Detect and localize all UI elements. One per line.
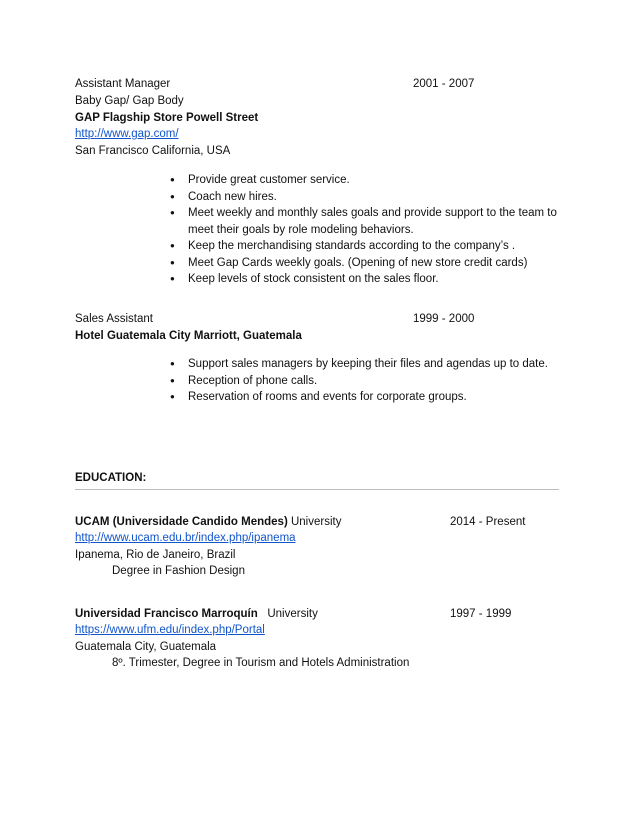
list-item: ● Coach new hires. <box>150 189 560 206</box>
list-item: ● Reservation of rooms and events for corporate groups. <box>150 389 560 406</box>
school1-url-link[interactable]: http://www.ucam.edu.br/index.php/ipanema <box>75 532 296 544</box>
job2-bullet-list <box>150 356 560 406</box>
bullet-icon: ● <box>170 359 175 368</box>
job2-dates: 1999 - 2000 <box>413 313 475 325</box>
job1-store: GAP Flagship Store Powell Street <box>75 112 259 124</box>
school2-location: Guatemala City, Guatemala <box>75 641 217 653</box>
list-item: ● Support sales managers by keeping their files and agendas up to date. <box>150 356 560 373</box>
school2-url-link[interactable]: https://www.ufm.edu/index.php/Portal <box>75 624 265 636</box>
school2-degree: 8º. Trimester, Degree in Tourism and Hotels Administration <box>112 657 410 669</box>
job1-bullet-list <box>150 172 560 288</box>
list-item: ● Keep levels of stock consistent on the sales floor. <box>150 271 560 288</box>
school2-name: Universidad Francisco Marroquín University <box>75 608 318 620</box>
bullet-icon: ● <box>170 274 175 283</box>
list-item: ● Meet Gap Cards weekly goals. (Opening of new store credit cards) <box>150 255 560 272</box>
job1-location: San Francisco California, USA <box>75 145 231 157</box>
bullet-icon: ● <box>170 208 175 217</box>
list-item: ● Keep the merchandising standards according to the company’s . <box>150 238 560 255</box>
bullet-icon: ● <box>170 392 175 401</box>
bullet-icon: ● <box>170 241 175 250</box>
job1-dates: 2001 - 2007 <box>413 78 475 90</box>
bullet-icon: ● <box>170 175 175 184</box>
school1-name: UCAM (Universidade Candido Mendes) University <box>75 516 342 528</box>
job1-url-link[interactable]: http://www.gap.com/ <box>75 128 179 140</box>
section-divider <box>75 489 559 490</box>
school2-dates: 1997 - 1999 <box>450 608 512 620</box>
list-item: ● Meet weekly and monthly sales goals and provide support to the team to meet their goals by role modeling behaviors. <box>170 207 557 236</box>
list-item: ● Reception of phone calls. <box>150 373 560 390</box>
education-heading: EDUCATION: <box>75 472 147 484</box>
school1-dates: 2014 - Present <box>450 516 526 528</box>
job1-company: Baby Gap/ Gap Body <box>75 95 184 107</box>
job2-employer: Hotel Guatemala City Marriott, Guatemala <box>75 330 302 342</box>
job2-title: Sales Assistant <box>75 313 153 325</box>
bullet-icon: ● <box>170 257 175 267</box>
list-item: ● Provide great customer service. <box>150 172 560 189</box>
school1-degree: Degree in Fashion Design <box>112 565 245 577</box>
school1-location: Ipanema, Rio de Janeiro, Brazil <box>75 549 236 561</box>
job1-title: Assistant Manager <box>75 78 171 90</box>
bullet-icon: ● <box>170 191 175 201</box>
bullet-icon: ● <box>170 375 175 385</box>
